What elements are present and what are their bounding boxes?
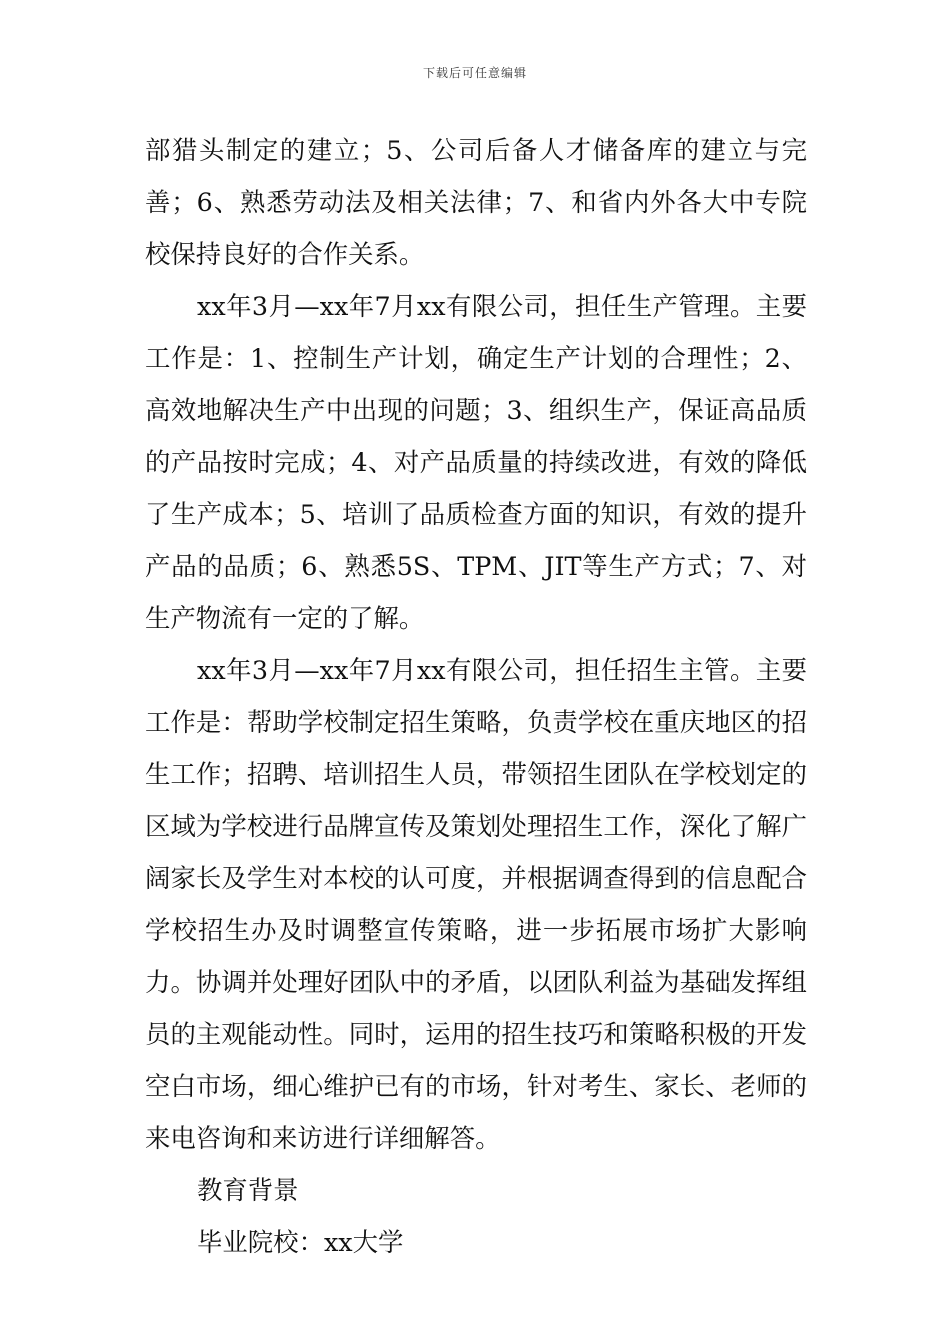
paragraph-continuation: 部猎头制定的建立；5、公司后备人才储备库的建立与完善；6、熟悉劳动法及相关法律；7、和省内外各大中专院校保持良好的合作关系。 <box>145 135 807 269</box>
page-header: 下载后可任意编辑 <box>422 66 527 80</box>
education-school-line: 毕业院校：xx大学 <box>197 1227 404 1257</box>
section-heading-education: 教育背景 <box>197 1175 299 1205</box>
paragraph-production-management: xx年3月—xx年7月xx有限公司，担任生产管理。主要工作是：1、控制生产计划，确定生产计划的合理性；2、高效地解决生产中出现的问题；3、组织生产，保证高品质的产品按时完成；4、对产品质量的持续改进，有效的降低了生产成本；5、培训了品质检查方面的知识，有效的提升产品的品质；6、熟悉5S、TPM、JIT等生产方式；7、对生产物流有一定的了解。 <box>145 291 807 633</box>
document-body <box>145 124 807 1268</box>
paragraph-admissions-supervisor: xx年3月—xx年7月xx有限公司，担任招生主管。主要工作是：帮助学校制定招生策略，负责学校在重庆地区的招生工作；招聘、培训招生人员，带领招生团队在学校划定的区域为学校进行品牌宣传及策划处理招生工作，深化了解广阔家长及学生对本校的认可度，并根据调查得到的信息配合学校招生办及时调整宣传策略，进一步拓展市场扩大影响力。协调并处理好团队中的矛盾，以团队利益为基础发挥组员的主观能动性。同时，运用的招生技巧和策略积极的开发空白市场，细心维护已有的市场，针对考生、家长、老师的来电咨询和来访进行详细解答。 <box>145 655 807 1153</box>
